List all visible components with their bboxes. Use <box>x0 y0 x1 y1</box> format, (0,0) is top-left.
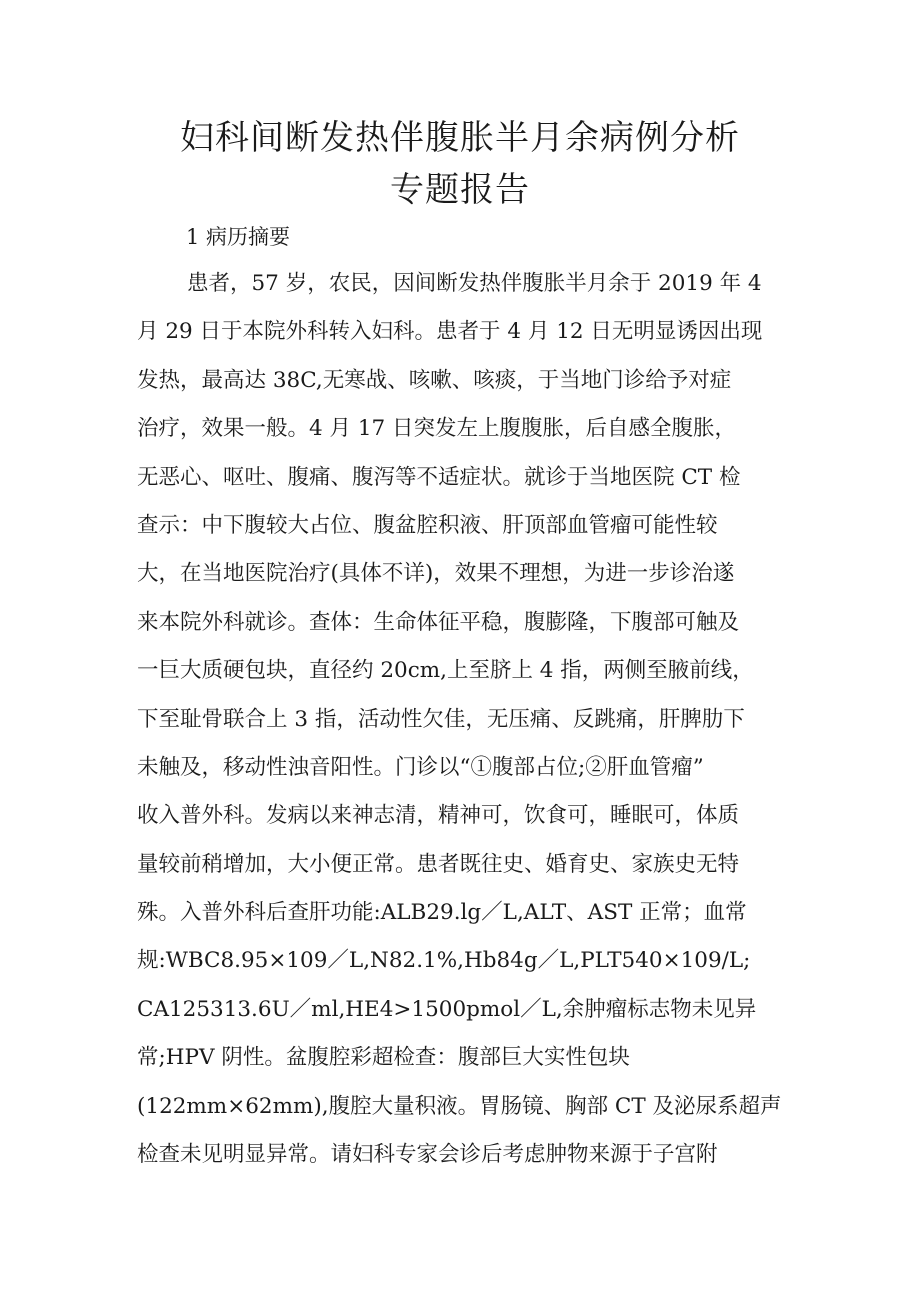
body-line: 发热，最高达 38C,无寒战、咳嗽、咳痰，于当地门诊给予对症 <box>137 367 732 393</box>
body-line: 下至耻骨联合上 3 指，活动性欠佳，无压痛、反跳痛，肝脾肋下 <box>137 706 745 732</box>
section-heading: 1 病历摘要 <box>186 225 291 249</box>
body-line: 检查未见明显异常。请妇科专家会诊后考虑肿物来源于子宫附 <box>137 1142 718 1168</box>
body-line: 量较前稍增加，大小便正常。患者既往史、婚育史、家族史无特 <box>137 851 740 877</box>
document-title <box>0 112 920 216</box>
body-line: 未触及，移动性浊音阳性。门诊以“①腹部占位;②肝血管瘤” <box>137 754 704 780</box>
body-line: (122mm×62mm),腹腔大量积液。胃肠镜、胸部 CT 及泌尿系超声 <box>137 1093 782 1119</box>
body-line: 来本院外科就诊。查体：生命体征平稳，腹膨隆，下腹部可触及 <box>137 609 740 635</box>
body-line: 查示：中下腹较大占位、腹盆腔积液、肝顶部血管瘤可能性较 <box>137 512 718 538</box>
body-line: 收入普外科。发病以来神志清，精神可，饮食可，睡眠可，体质 <box>137 803 740 829</box>
body-line: CA125313.6U／ml,HE4>1500pmol／L,余肿瘤标志物未见异 <box>137 996 757 1022</box>
body-line: 规:WBC8.95×109／L,N82.1%,Hb84g／L,PLT540×109/L; <box>137 948 751 974</box>
body-line: 患者，57 岁，农民，因间断发热伴腹胀半月余于 2019 年 4 <box>187 271 762 296</box>
body-line: 殊。入普外科后查肝功能:ALB29.lg／L,ALT、AST 正常；血常 <box>137 900 747 926</box>
body-line: 常;HPV 阴性。盆腹腔彩超检查：腹部巨大实性包块 <box>137 1045 630 1071</box>
body-paragraph <box>137 266 797 1185</box>
title-line-2: 专题报告 <box>390 170 530 210</box>
body-line: 治疗，效果一般。4 月 17 日突发左上腹腹胀，后自感全腹胀， <box>137 416 737 442</box>
body-line: 大，在当地医院治疗(具体不详)，效果不理想，为进一步诊治遂 <box>137 561 735 587</box>
body-line: 无恶心、呕吐、腹痛、腹泻等不适症状。就诊于当地医院 CT 检 <box>137 464 741 490</box>
title-line-1: 妇科间断发热伴腹胀半月余病例分析 <box>180 118 740 158</box>
body-line: 月 29 日于本院外科转入妇科。患者于 4 月 12 日无明显诱因出现 <box>137 319 763 345</box>
body-line: 一巨大质硬包块，直径约 20cm,上至脐上 4 指，两侧至腋前线， <box>137 658 754 684</box>
